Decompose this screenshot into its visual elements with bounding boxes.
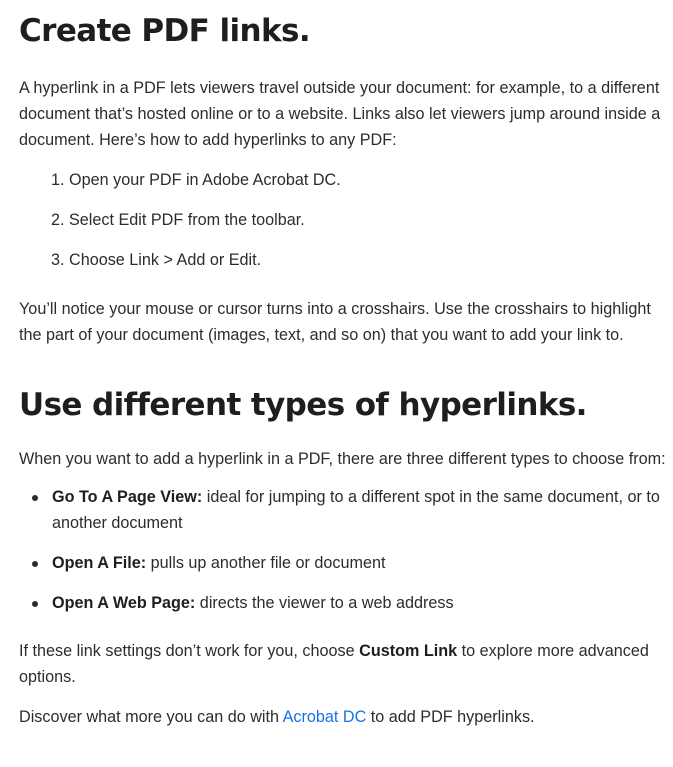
heading-hyperlink-types: Use different types of hyperlinks. (19, 387, 587, 423)
step-item: 1. Open your PDF in Adobe Acrobat DC. (51, 171, 341, 189)
acrobat-dc-link[interactable]: Acrobat DC (282, 708, 367, 726)
type-description: pulls up another file or document (146, 554, 386, 572)
type-term: Go To A Page View: (52, 488, 203, 506)
bullet-icon (32, 601, 38, 607)
custom-link-paragraph (19, 638, 673, 690)
intro-paragraph: A hyperlink in a PDF lets viewers travel outside your document: for example, to a different document that’s hosted online or to a website. Links also let viewers jump around inside a document. Here’s how to add hyperlinks to any PDF: (19, 79, 661, 149)
type-term: Open A File: (52, 554, 147, 572)
list-item-open-a-file (52, 550, 673, 576)
type-description: directs the viewer to a web address (195, 594, 454, 612)
crosshairs-paragraph: You’ll notice your mouse or cursor turns into a crosshairs. Use the crosshairs to highlight the part of your document (images, text, and so on) that you want to add your link to. (19, 300, 651, 344)
discover-text-after: to add PDF hyperlinks. (366, 708, 535, 726)
link-types-list (19, 484, 673, 616)
type-term: Open A Web Page: (52, 594, 196, 612)
custom-text-before: If these link settings don’t work for you, choose (19, 642, 360, 660)
bullet-icon (32, 495, 38, 501)
custom-link-term: Custom Link (359, 642, 458, 660)
custom-text-after: to explore more advanced options. (19, 642, 649, 686)
list-item-open-a-web-page (52, 590, 673, 616)
step-item: 2. Select Edit PDF from the toolbar. (51, 211, 305, 229)
step-item: 3. Choose Link > Add or Edit. (51, 251, 262, 269)
discover-text-before: Discover what more you can do with (19, 708, 283, 726)
heading-create-pdf-links: Create PDF links. (19, 13, 311, 49)
type-description: ideal for jumping to a different spot in the same document, or to another document (52, 488, 660, 532)
types-intro-paragraph: When you want to add a hyperlink in a PDF, there are three different types to choose from: (19, 450, 666, 468)
bullet-icon (32, 561, 38, 567)
steps-list (19, 167, 673, 273)
discover-paragraph (19, 704, 673, 730)
list-item-go-to-page-view (52, 484, 673, 536)
